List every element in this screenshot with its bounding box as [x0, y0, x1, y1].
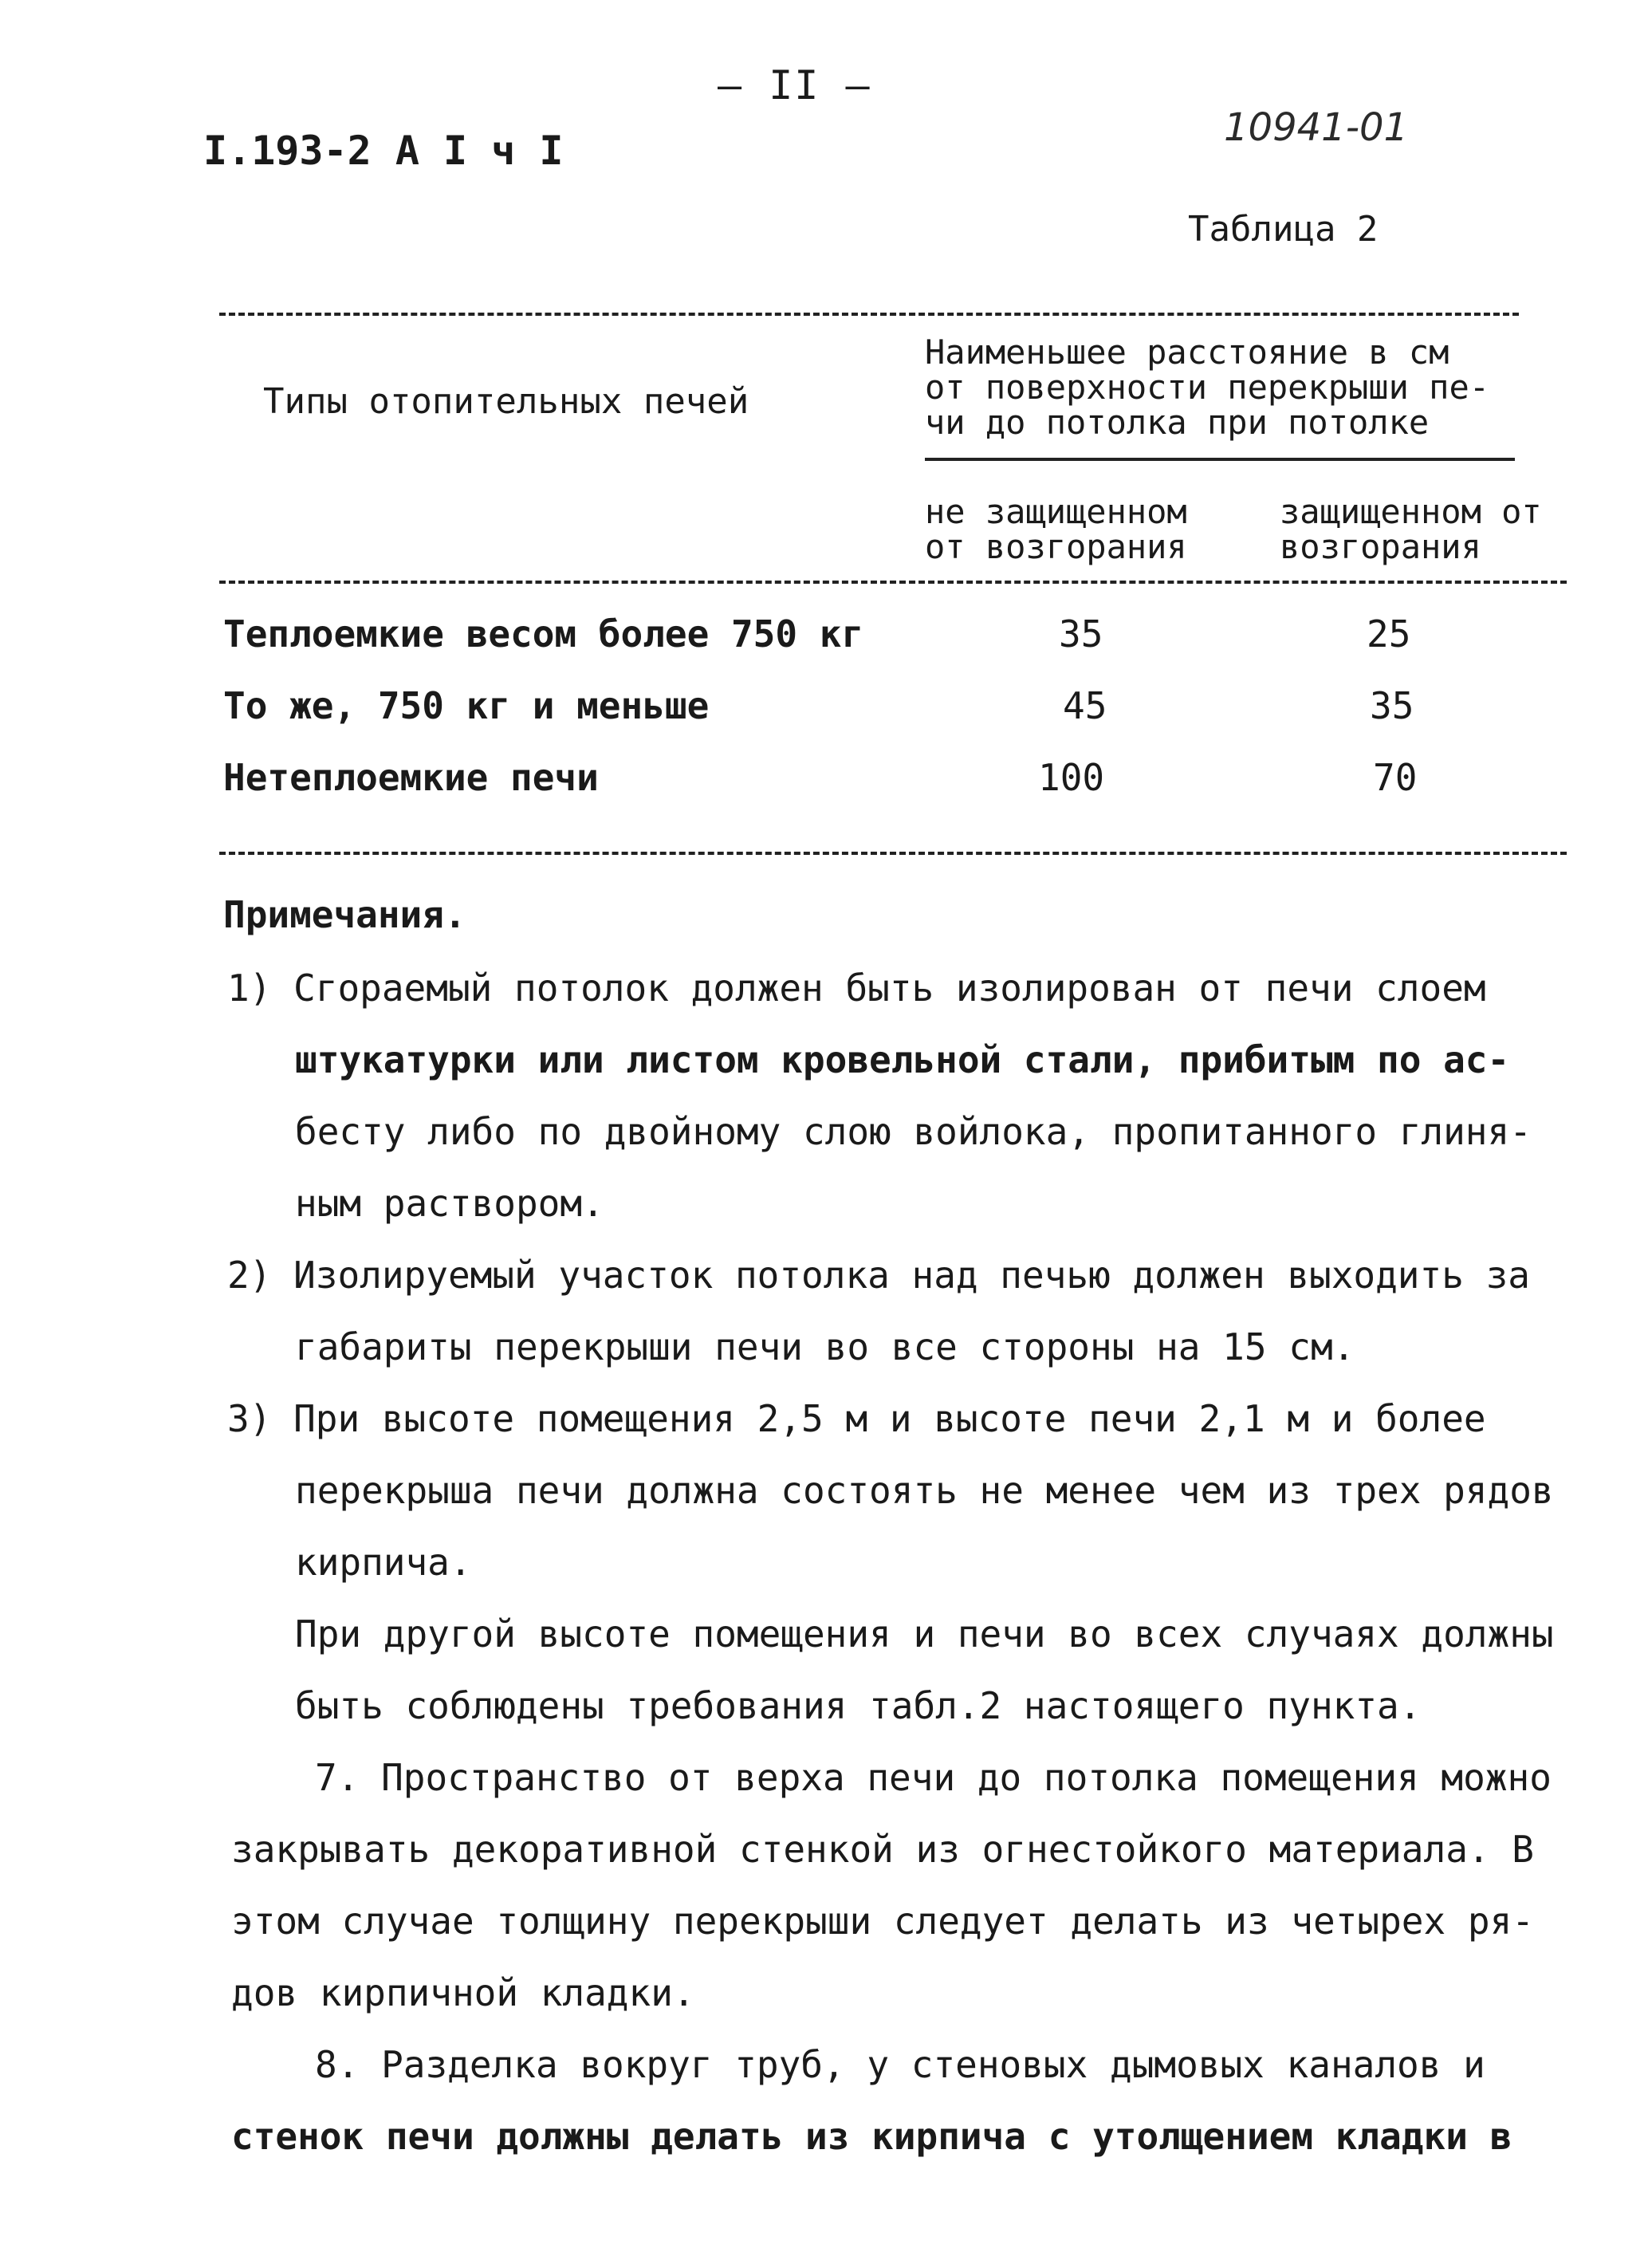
table-bottom-rule	[219, 852, 1567, 855]
notes-title: Примечания.	[223, 893, 466, 936]
row-label: То же, 750 кг и меньше	[223, 684, 710, 727]
table-top-rule	[219, 313, 1519, 316]
table-header-rule	[219, 581, 1567, 584]
note-2-line-2: габариты перекрыши печи во все стороны на 15 см.	[295, 1325, 1355, 1368]
note-3-line-2: перекрыша печи должна состоять не менее чем из трех рядов	[295, 1469, 1554, 1512]
value-protected: 25	[1367, 612, 1411, 656]
group-header-line-1: Наименьшее расстояние в см	[925, 333, 1449, 372]
note-1-line-1: 1) Сгораемый потолок должен быть изолирован от печи слоем	[227, 967, 1486, 1010]
value-unprotected: 35	[1059, 612, 1103, 656]
group-header-line-2: от поверхности перекрыши пе-	[925, 368, 1490, 407]
subheader-protected-line-1: защищенном от	[1280, 492, 1542, 531]
row-label: Нетеплоемкие печи	[223, 756, 599, 799]
group-header-rule	[925, 458, 1515, 461]
note-1-line-3: бесту либо по двойному слою войлока, пропитанного глиня-	[295, 1110, 1532, 1153]
note-1-line-4: ным раствором.	[295, 1182, 604, 1225]
note-3-line-3: кирпича.	[295, 1541, 472, 1584]
note-3-extra-line-1: При другой высоте помещения и печи во всех случаях должны	[295, 1612, 1554, 1656]
paragraph-8-line-2: стенок печи должны делать из кирпича с утолщением кладки в	[231, 2115, 1512, 2158]
note-2-line-1: 2) Изолируемый участок потолка над печью должен выходить за	[227, 1254, 1530, 1297]
subheader-unprotected-line-2: от возгорания	[925, 527, 1187, 566]
value-protected: 35	[1370, 684, 1414, 727]
note-3-line-1: 3) При высоте помещения 2,5 м и высоте печи 2,1 м и более	[227, 1397, 1486, 1440]
paragraph-7-line-1: 7. Пространство от верха печи до потолка помещения можно	[315, 1756, 1552, 1799]
note-3-extra-line-2: быть соблюдены требования табл.2 настоящего пункта.	[295, 1684, 1422, 1727]
paragraph-7-line-3: этом случае толщину перекрыши следует делать из четырех ря-	[231, 1900, 1534, 1943]
value-protected: 70	[1373, 756, 1418, 799]
paragraph-7-line-4: дов кирпичной кладки.	[231, 1971, 695, 2014]
col-header-stove-types: Типы отопительных печей	[263, 381, 749, 422]
note-1-line-2: штукатурки или листом кровельной стали, прибитым по ас-	[295, 1038, 1510, 1081]
paragraph-8-line-1: 8. Разделка вокруг труб, у стеновых дымовых каналов и	[315, 2043, 1485, 2086]
subheader-unprotected-line-1: не защищенном	[925, 492, 1187, 531]
subheader-protected-line-2: возгорания	[1280, 527, 1481, 566]
document-code: I.193-2 А I ч I	[203, 128, 564, 174]
handwritten-number: 10941-01	[1224, 105, 1409, 150]
group-header-line-3: чи до потолка при потолке	[925, 403, 1430, 442]
row-label: Теплоемкие весом более 750 кг	[223, 612, 864, 656]
page-number: – II –	[718, 62, 871, 108]
value-unprotected: 45	[1063, 684, 1107, 727]
value-unprotected: 100	[1038, 756, 1105, 799]
table-title: Таблица 2	[1188, 209, 1379, 250]
paragraph-7-line-2: закрывать декоративной стенкой из огнестойкого материала. В	[231, 1828, 1534, 1871]
